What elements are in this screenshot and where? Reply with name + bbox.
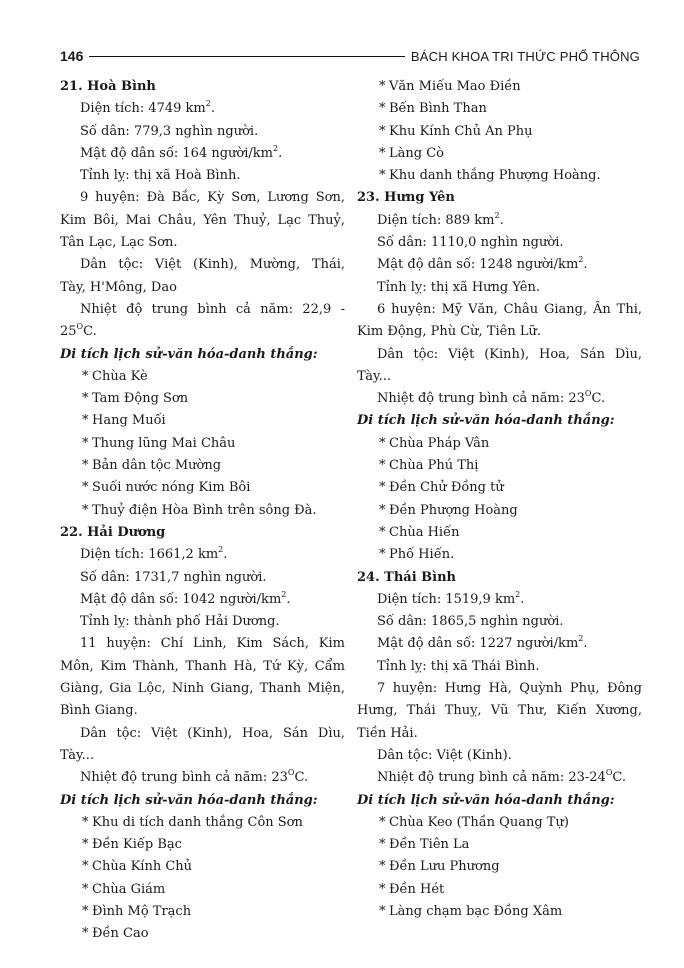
text-run: Mật độ dân số: 1042 người/km [80,591,282,607]
text-run: C. [294,770,309,786]
text-run: C. [612,770,627,786]
text-line: Số dân: 779,3 nghìn người. [80,123,259,139]
text-run: Nhiệt độ trung bình cả năm: 23 [377,391,585,407]
text-run: . [583,636,588,652]
bullet-item: * Làng chạm bạc Đồng Xâm [357,901,642,923]
text-line [60,321,345,343]
text-run: Diện tích: 1661,2 km [80,547,219,563]
text-run: . [223,547,228,563]
bullet-item: * Tam Động Sơn [60,388,345,410]
bullet-item: * Chùa Phú Thị [357,455,642,477]
text-run: . [210,101,215,117]
superscript: 2 [218,545,224,555]
text-line: Số dân: 1865,5 nghìn người. [377,614,564,630]
right-column [357,76,642,923]
bullet-item: * Khu danh thắng Phượng Hoàng. [357,165,642,187]
bullet-item: * Khu Kính Chủ An Phụ [357,121,642,143]
text-run: C. [83,324,97,340]
superscript: 2 [281,589,287,599]
bullet-item: * Đền Hét [357,879,642,901]
text-line [60,143,345,165]
text-line: Tỉnh lỵ: thị xã Hưng Yên. [377,279,541,295]
bullet-item: * Đền Cao [60,923,345,945]
text-run: Mật độ dân số: 1227 người/km [377,636,579,652]
section-heading: 21. Hoà Bình [60,79,156,94]
text-line: 7 huyện: Hưng Hà, Quỳnh Phụ, Đông [377,681,642,697]
section-heading: 22. Hải Dương [60,524,166,540]
superscript: O [287,768,295,778]
text-line: Hưng, Thái Thuỵ, Vũ Thư, Kiến Xương, [357,703,642,719]
superscript: O [584,389,592,399]
text-run: Mật độ dân số: 1248 người/km [377,257,579,273]
superscript: 2 [205,99,211,109]
bullet-item: * Đền Phượng Hoàng [357,500,642,522]
bullet-item: * Suối nước nóng Kim Bôi [60,477,345,499]
text-run: . [583,257,588,273]
subheading: Di tích lịch sử-văn hóa-danh thắng: [357,792,615,808]
text-line: Tày... [60,747,95,763]
text-line: Tày... [357,368,392,384]
subheading: Di tích lịch sử-văn hóa-danh thắng: [60,792,318,808]
text-line [60,544,345,566]
text-line: Dân tộc: Việt (Kinh), Mường, Thái, [80,257,345,273]
text-line: Dân tộc: Việt (Kinh), Hoa, Sán Dìu, [377,346,642,362]
bullet-item: * Bến Bình Than [357,98,642,120]
text-line: Tỉnh lỵ: thành phố Hải Dương. [80,614,280,630]
text-line: Tỉnh lỵ: thị xã Hoà Bình. [80,168,241,184]
text-line [60,767,345,789]
bullet-item: * Chùa Pháp Vân [357,433,642,455]
text-line [60,589,345,611]
text-line: Môn, Kim Thành, Thanh Hà, Tứ Kỳ, Cẩm [60,658,345,674]
subheading: Di tích lịch sử-văn hóa-danh thắng: [60,346,318,362]
section-heading: 23. Hưng Yên [357,190,455,206]
bullet-item: * Đền Lưu Phương [357,856,642,878]
bullet-item: * Chùa Keo (Thần Quang Tự) [357,812,642,834]
bullet-item: * Khu di tích danh thắng Côn Sơn [60,812,345,834]
book-title: BÁCH KHOA TRI THỨC PHỔ THÔNG [410,48,640,64]
text-line: 9 huyện: Đà Bắc, Kỳ Sơn, Lương Sơn, [80,190,345,206]
text-line: Kim Bôi, Mai Châu, Yên Thuỷ, Lạc Thuỷ, [60,212,345,228]
text-run: . [278,145,283,161]
bullet-item: * Hang Muối [60,410,345,432]
text-line: Tân Lạc, Lạc Sơn. [60,235,178,251]
text-line: Kim Động, Phù Cừ, Tiên Lữ. [357,324,541,340]
text-line: Dân tộc: Việt (Kinh), Hoa, Sán Dìu, [80,725,345,741]
text-run: C. [591,391,606,407]
text-line: Số dân: 1110,0 nghìn người. [377,235,564,251]
superscript: 2 [578,634,584,644]
superscript: O [605,768,613,778]
superscript: 2 [273,143,279,153]
section-heading: 24. Thái Bình [357,569,456,585]
text-line [60,98,345,120]
header-rule [89,56,405,57]
bullet-item: * Chùa Giám [60,879,345,901]
superscript: 2 [494,210,500,220]
text-line: Nhiệt độ trung bình cả năm: 22,9 - [80,301,345,317]
text-run: Diện tích: 1519,9 km [377,591,516,607]
text-line [357,210,642,232]
superscript: O [76,322,84,332]
superscript: 2 [578,255,584,265]
text-line [357,388,642,410]
subheading: Di tích lịch sử-văn hóa-danh thắng: [357,413,615,429]
text-line: Tiền Hải. [357,725,418,741]
bullet-item: * Thuỷ điện Hòa Bình trên sông Đà. [60,500,345,522]
bullet-item: * Chùa Kính Chủ [60,856,345,878]
page-header [60,46,640,66]
text-run: . [286,591,291,607]
left-column [60,76,345,946]
text-run: Diện tích: 889 km [377,212,495,228]
bullet-item: * Làng Cò [357,143,642,165]
text-run: Mật độ dân số: 164 người/km [80,145,273,161]
text-line: Bình Giang. [60,703,138,719]
text-run: Diện tích: 4749 km [80,101,206,117]
bullet-item: * Đền Chử Đồng tử [357,477,642,499]
bullet-item: * Văn Miếu Mao Điền [357,76,642,98]
text-line: 11 huyện: Chí Linh, Kim Sách, Kim [80,636,345,652]
text-line [357,633,642,655]
text-run: Nhiệt độ trung bình cả năm: 23-24 [377,770,606,786]
text-line: Dân tộc: Việt (Kinh). [377,747,512,763]
page-number: 146 [60,48,84,64]
bullet-item: * Đền Tiên La [357,834,642,856]
bullet-item: * Đền Kiếp Bạc [60,834,345,856]
text-run: Nhiệt độ trung bình cả năm: 23 [80,770,288,786]
text-line [357,254,642,276]
text-line: Tày, H'Mông, Dao [60,279,177,295]
superscript: 2 [515,589,521,599]
bullet-item: * Chùa Hiến [357,522,642,544]
text-line: 6 huyện: Mỹ Văn, Châu Giang, Ân Thi, [377,301,642,317]
bullet-item: * Thung lũng Mai Châu [60,433,345,455]
bullet-item: * Phố Hiến. [357,544,642,566]
text-line [357,589,642,611]
text-run: . [520,591,525,607]
bullet-item: * Đình Mộ Trạch [60,901,345,923]
text-line: Giàng, Gia Lộc, Ninh Giang, Thanh Miện, [60,681,345,697]
text-line: Số dân: 1731,7 nghìn người. [80,569,267,585]
bullet-item: * Bản dân tộc Mường [60,455,345,477]
bullet-item: * Chùa Kè [60,366,345,388]
text-run: 25 [60,324,77,340]
text-run: . [499,212,504,228]
text-line [357,767,642,789]
text-line: Tỉnh lỵ: thị xã Thái Bình. [377,658,540,674]
